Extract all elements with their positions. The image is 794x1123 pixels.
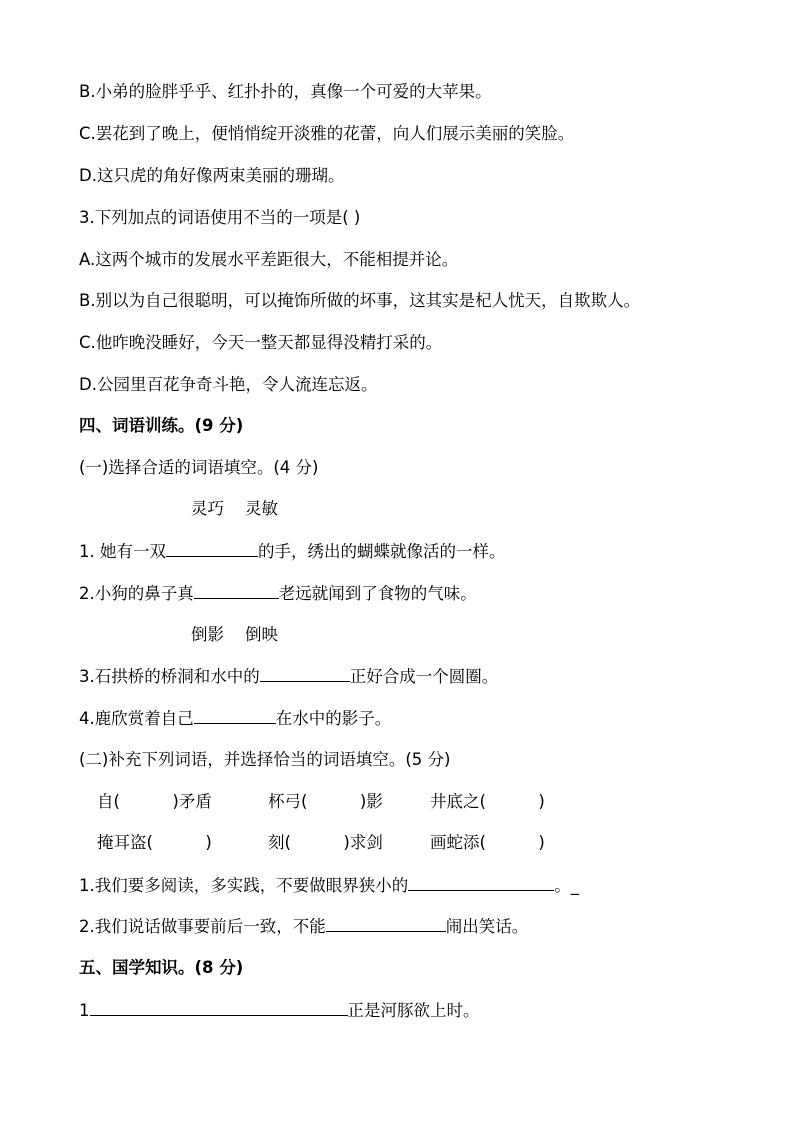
word-choices-1: 灵巧 灵敏 [191,499,278,518]
idiom-4[interactable]: 掩耳盗( ) [97,833,212,852]
q3-option-d: D.公园里百花争奇斗艳，令人流连忘返。 [79,375,378,394]
fill-sentence-1-start: 1.我们要多阅读，多实践，不要做眼界狭小的 [79,876,409,895]
idiom-6[interactable]: 画蛇添( ) [430,833,545,852]
sentence-4 [79,707,391,730]
sentence-4-start: 4.鹿欣赏着自己 [79,709,194,728]
sentence-1 [79,540,506,563]
idiom-1[interactable]: 自( )矛盾 [97,792,212,811]
section-4-title: 四、词语训练。(9 分) [79,416,244,435]
fill-sentence-2-end: 闹出笑话。 [445,917,529,936]
poem-line-1-number: 1 [79,1001,90,1020]
sentence-3-start: 3.石拱桥的桥洞和水中的 [79,667,260,686]
answer-blank[interactable] [166,540,258,557]
option-c: C.罢花到了晚上，便悄悄绽开淡雅的花蕾，向人们展示美丽的笑脸。 [79,124,575,143]
answer-blank[interactable] [194,582,279,599]
part-1-heading: (一)选择合适的词语填空。(4 分) [79,458,319,477]
sentence-3 [79,665,498,688]
fill-sentence-1-end: 。_ [554,876,579,895]
idiom-5[interactable]: 刻( )求剑 [268,833,383,852]
answer-blank[interactable] [408,874,554,891]
option-d: D.这只虎的角好像两束美丽的珊瑚。 [79,166,345,185]
part-2-heading: (二)补充下列词语，并选择恰当的词语填空。(5 分) [79,750,451,769]
sentence-2-end: 老远就闻到了食物的气味。 [278,584,477,603]
sentence-3-end: 正好合成一个圆圈。 [349,667,499,686]
fill-sentence-1 [79,874,579,897]
q3-option-c: C.他昨晚没睡好，今天一整天都显得没精打采的。 [79,333,443,352]
fill-sentence-2 [79,915,528,938]
sentence-4-end: 在水中的影子。 [275,709,392,728]
question-3: 3.下列加点的词语使用不当的一项是( ) [79,208,361,227]
idiom-2[interactable]: 杯弓( )影 [268,792,383,811]
word-choices-2: 倒影 倒映 [191,625,278,644]
idiom-3[interactable]: 井底之( ) [430,792,545,811]
answer-blank[interactable] [194,707,276,724]
sentence-2-start: 2.小狗的鼻子真 [79,584,194,603]
section-5-title: 五、国学知识。(8 分) [79,958,244,977]
answer-blank[interactable] [90,999,348,1016]
sentence-2 [79,582,477,605]
fill-sentence-2-start: 2.我们说话做事要前后一致，不能 [79,917,326,936]
q3-option-b: B.别以为自己很聪明，可以掩饰所做的坏事，这其实是杞人忧天，自欺欺人。 [79,291,641,310]
q3-option-a: A.这两个城市的发展水平差距很大，不能相提并论。 [79,250,459,269]
sentence-1-end: 的手，绣出的蝴蝶就像活的一样。 [258,542,506,561]
poem-line-1-end: 正是河豚欲上时。 [347,1001,480,1020]
option-b: B.小弟的脸胖乎乎、红扑扑的，真像一个可爱的大苹果。 [79,82,492,101]
answer-blank[interactable] [326,915,446,932]
answer-blank[interactable] [260,665,350,682]
poem-line-1 [79,999,480,1022]
sentence-1-start: 1. 她有一双 [79,542,166,561]
